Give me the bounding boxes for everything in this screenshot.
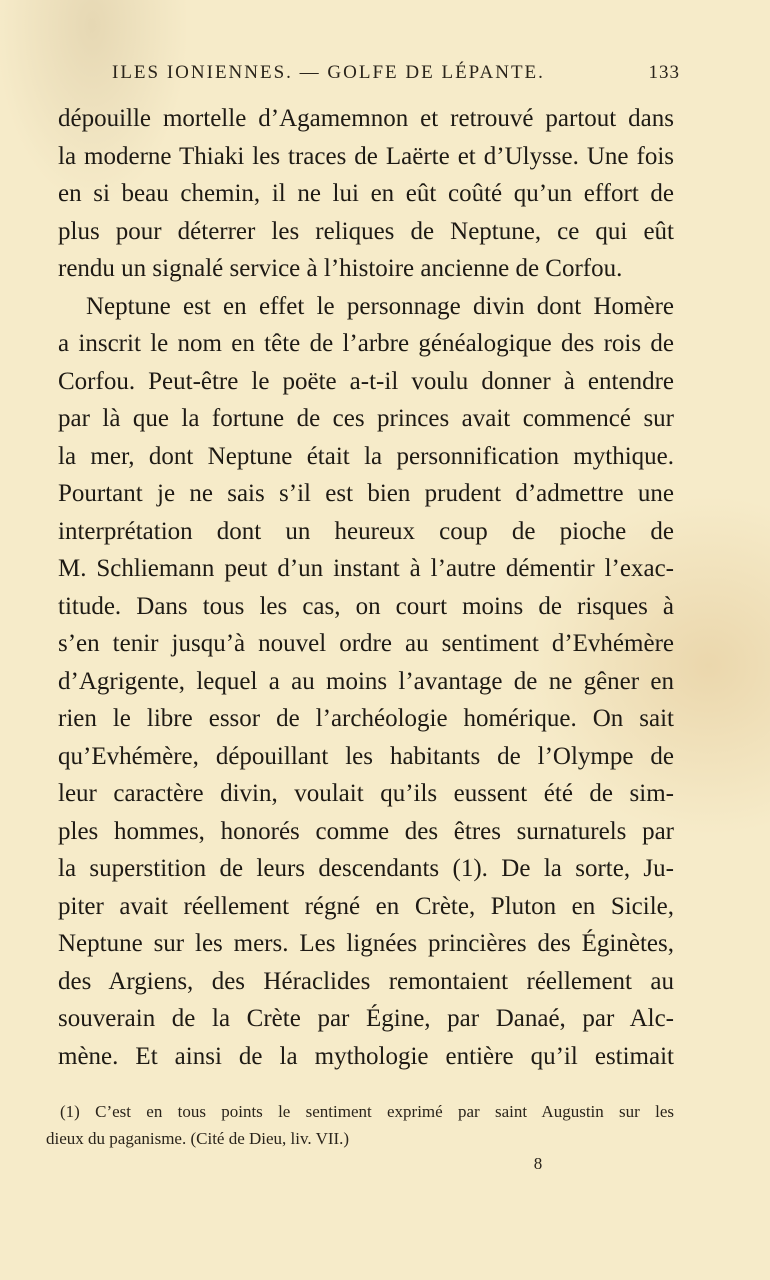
text-line: s’en tenir jusqu’à nouvel ordre au sentiment d’Evhémère xyxy=(58,630,674,657)
text-line: en si beau chemin, il ne lui en eût coûté qu’un effort de xyxy=(58,180,674,207)
signature-mark: 8 xyxy=(533,1154,543,1173)
text-line: piter avait réellement régné en Crète, Pluton en Sicile, xyxy=(58,892,674,920)
text-line: la moderne Thiaki les traces de Laërte et d’Ulysse. Une fois xyxy=(58,142,674,170)
text-line: la superstition de leurs descendants (1). De la sorte, Ju- xyxy=(58,855,674,882)
text-line: Pourtant je ne sais s’il est bien prudent d’admettre une xyxy=(58,480,674,507)
text-line: qu’Evhémère, dépouillant les habitants de l’Olympe de xyxy=(58,742,674,770)
text-line: ples hommes, honorés comme des êtres surnaturels par xyxy=(58,817,674,845)
text-line: Neptune sur les mers. Les lignées princières des Éginètes, xyxy=(58,930,674,957)
text-line: rendu un signalé service à l’histoire ancienne de Corfou. xyxy=(58,255,623,282)
text-line: Corfou. Peut-être le poëte a-t-il voulu donner à entendre xyxy=(58,367,674,395)
text-line: souverain de la Crète par Égine, par Danaé, par Alc- xyxy=(58,1005,674,1032)
footnote-line: dieux du paganisme. (Cité de Dieu, liv. VII.) xyxy=(46,1129,350,1148)
page-number: 133 xyxy=(648,62,680,83)
text-line: rien le libre essor de l’archéologie homérique. On sait xyxy=(58,705,674,732)
text-line: la mer, dont Neptune était la personnification mythique. xyxy=(58,442,674,470)
footnote xyxy=(46,1098,674,1152)
running-head xyxy=(112,58,680,88)
text-line: Neptune est en effet le personnage divin dont Homère xyxy=(86,292,674,320)
text-line: leur caractère divin, voulait qu’ils eussent été de sim- xyxy=(58,780,674,807)
text-line: interprétation dont un heureux coup de pioche de xyxy=(58,517,674,545)
text-line: plus pour déterrer les reliques de Neptune, ce qui eût xyxy=(58,217,674,245)
text-line: par là que la fortune de ces princes avait commencé sur xyxy=(58,405,674,432)
text-line: titude. Dans tous les cas, on court moins de risques à xyxy=(58,592,674,620)
text-line: des Argiens, des Héraclides remontaient réellement au xyxy=(58,967,674,995)
text-line: mène. Et ainsi de la mythologie entière qu’il estimait xyxy=(58,1042,674,1070)
text-line: dépouille mortelle d’Agamemnon et retrouvé partout dans xyxy=(58,105,674,132)
text-line: M. Schliemann peut d’un instant à l’autre démentir l’exac- xyxy=(58,555,674,582)
footnote-line: (1) C’est en tous points le sentiment exprimé par saint Augustin sur les xyxy=(60,1102,674,1121)
text-line: a inscrit le nom en tête de l’arbre généalogique des rois de xyxy=(58,330,674,357)
text-line: d’Agrigente, lequel a au moins l’avantage de ne gêner en xyxy=(58,667,674,695)
body-text xyxy=(58,100,674,1075)
running-head-title: ILES IONIENNES. — GOLFE DE LÉPANTE. xyxy=(112,62,545,83)
